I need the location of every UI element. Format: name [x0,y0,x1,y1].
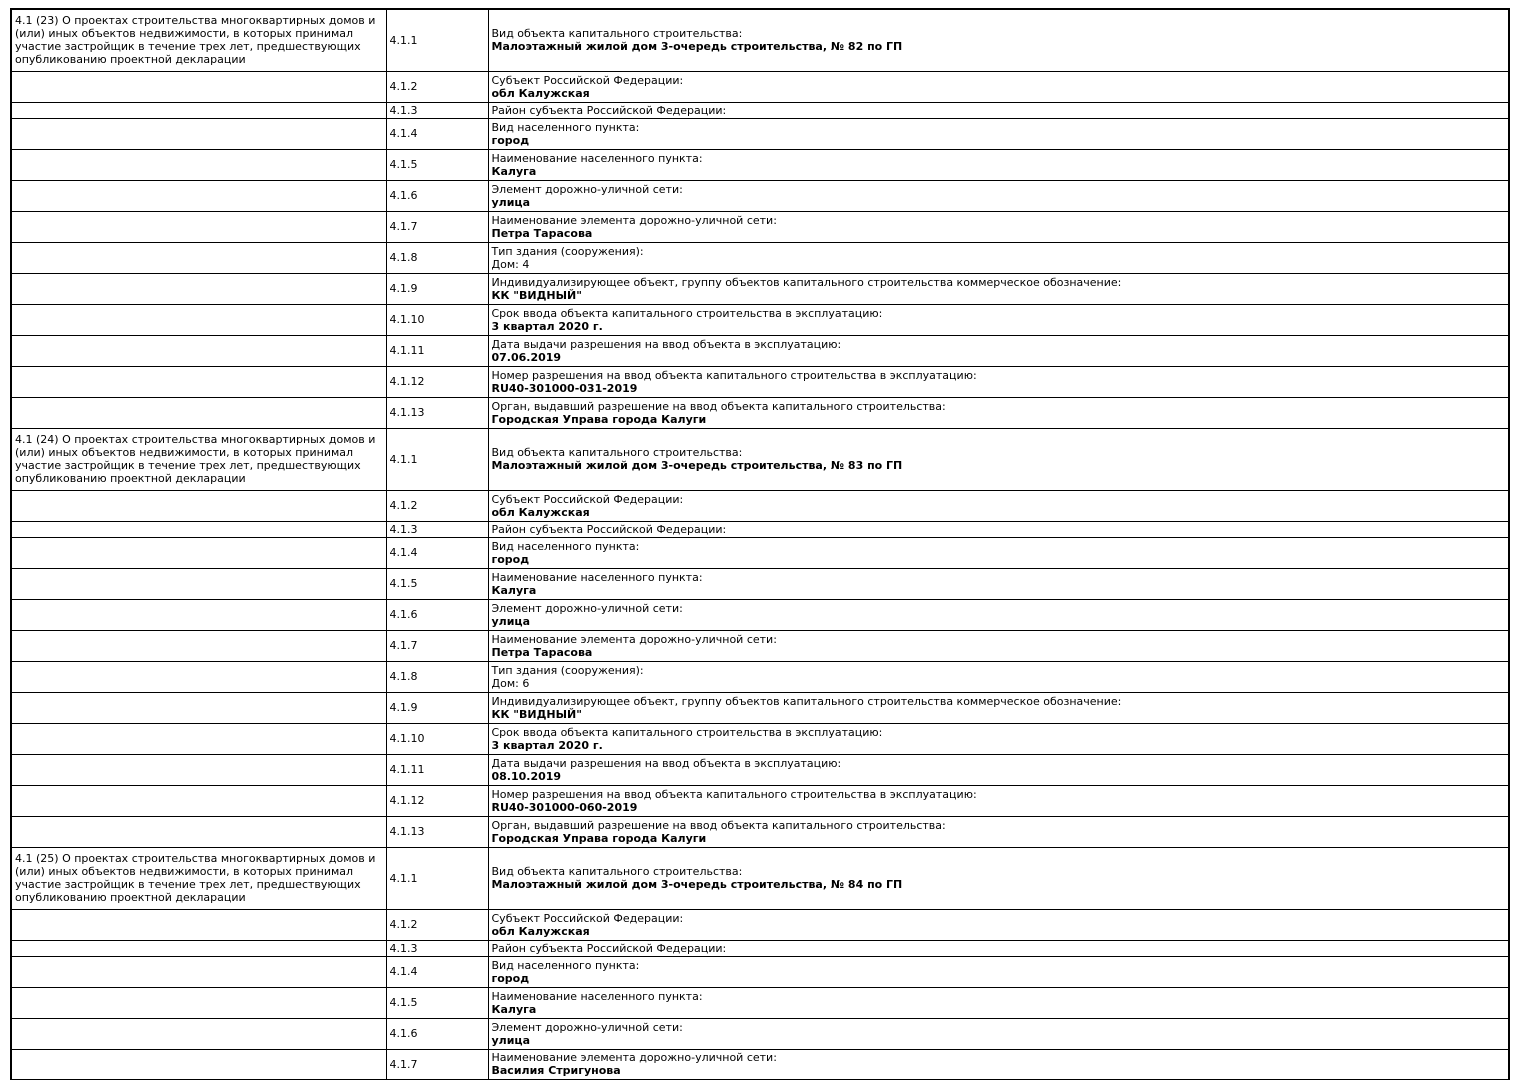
table-row [11,692,1509,723]
table-row [11,1049,1509,1080]
section-description-empty-cell [11,1018,386,1049]
section-description-empty-cell [11,754,386,785]
table-row [11,304,1509,335]
section-description-empty-cell [11,366,386,397]
field-label: Орган, выдавший разрешение на ввод объекта капитального строительства: [491,818,946,832]
field-value: Петра Тарасова [491,226,593,240]
field-label: Наименование населенного пункта: [491,151,703,165]
row-content-cell [488,630,1509,661]
field-value: обл Калужская [491,924,590,938]
section-description-empty-cell [11,692,386,723]
table-row [11,335,1509,366]
table-row [11,102,1509,118]
field-value: обл Калужская [491,86,590,100]
field-value: 07.06.2019 [491,350,562,364]
row-content-cell [488,785,1509,816]
table-row [11,428,1509,490]
section-description-empty-cell [11,149,386,180]
table-row [11,118,1509,149]
field-label: Орган, выдавший разрешение на ввод объекта капитального строительства: [491,399,946,413]
row-number: 4.1.4 [386,956,488,987]
row-number: 4.1.11 [386,335,488,366]
section-description-empty-cell [11,397,386,428]
field-value: 3 квартал 2020 г. [491,738,603,752]
section-description-empty-cell [11,71,386,102]
declaration-table [10,8,1510,1080]
section-description-empty-cell [11,521,386,537]
field-value: Калуга [491,583,537,597]
row-number: 4.1.6 [386,1018,488,1049]
table-row [11,785,1509,816]
row-content-cell [488,1049,1509,1080]
field-label: Элемент дорожно-уличной сети: [491,1020,683,1034]
row-number: 4.1.1 [386,9,488,71]
field-value: Калуга [491,1002,537,1016]
row-number: 4.1.8 [386,661,488,692]
field-value: Калуга [491,164,537,178]
table-row [11,490,1509,521]
row-number: 4.1.9 [386,692,488,723]
row-number: 4.1.7 [386,1049,488,1080]
row-content-cell [488,366,1509,397]
row-number: 4.1.10 [386,304,488,335]
table-row [11,987,1509,1018]
table-row [11,909,1509,940]
section-description-empty-cell [11,537,386,568]
row-number: 4.1.3 [386,940,488,956]
section-description-empty-cell [11,630,386,661]
table-row [11,180,1509,211]
row-content-cell [488,723,1509,754]
field-value: Василия Стригунова [491,1064,621,1078]
row-content-cell [488,692,1509,723]
field-value: улица [491,1033,531,1047]
row-content-cell [488,1018,1509,1049]
row-number: 4.1.5 [386,568,488,599]
section-description-empty-cell [11,490,386,521]
field-label: Наименование населенного пункта: [491,570,703,584]
field-value: RU40-301000-060-2019 [491,800,638,814]
field-label: Срок ввода объекта капитального строительства в эксплуатацию: [491,306,883,320]
row-number: 4.1.5 [386,149,488,180]
row-content-cell [488,599,1509,630]
table-row [11,1018,1509,1049]
field-value: обл Калужская [491,505,590,519]
row-number: 4.1.6 [386,180,488,211]
field-value: Городская Управа города Калуги [491,831,707,845]
table-row [11,273,1509,304]
table-row [11,366,1509,397]
section-description-empty-cell [11,211,386,242]
row-content-cell [488,521,1509,537]
row-number: 4.1.10 [386,723,488,754]
table-row [11,723,1509,754]
row-number: 4.1.12 [386,785,488,816]
row-number: 4.1.7 [386,211,488,242]
section-description-empty-cell [11,242,386,273]
row-number: 4.1.4 [386,537,488,568]
row-content-cell [488,102,1509,118]
section-description-empty-cell [11,304,386,335]
field-label: Номер разрешения на ввод объекта капитального строительства в эксплуатацию: [491,368,977,382]
field-label: Индивидуализирующее объект, группу объектов капитального строительства коммерческое обозначение: [491,275,1122,289]
row-content-cell [488,304,1509,335]
field-value: улица [491,614,531,628]
row-content-cell [488,754,1509,785]
field-value: 3 квартал 2020 г. [491,319,603,333]
field-value: RU40-301000-031-2019 [491,381,638,395]
table-row [11,661,1509,692]
field-value: город [491,552,530,566]
row-content-cell [488,9,1509,71]
row-content-cell [488,940,1509,956]
row-number: 4.1.7 [386,630,488,661]
row-content-cell [488,987,1509,1018]
field-label: Наименование элемента дорожно-уличной сети: [491,632,777,646]
section-description: 4.1 (25) О проектах строительства многоквартирных домов и (или) иных объектов недвижимости, в которых принимал участие застройщик в течение трех лет, предшествующих опубликованию проектной декларации [11,847,386,909]
table-row [11,211,1509,242]
row-number: 4.1.3 [386,521,488,537]
field-label: Номер разрешения на ввод объекта капитального строительства в эксплуатацию: [491,787,977,801]
row-content-cell [488,847,1509,909]
field-label: Дата выдачи разрешения на ввод объекта в эксплуатацию: [491,756,842,770]
field-value: город [491,133,530,147]
table-row [11,630,1509,661]
field-label: Элемент дорожно-уличной сети: [491,182,683,196]
field-value: Дом: 4 [491,257,530,271]
field-label: Район субъекта Российской Федерации: [491,941,727,955]
section-description-empty-cell [11,102,386,118]
row-number: 4.1.13 [386,397,488,428]
field-value: улица [491,195,531,209]
field-label: Дата выдачи разрешения на ввод объекта в эксплуатацию: [491,337,842,351]
field-label: Индивидуализирующее объект, группу объектов капитального строительства коммерческое обозначение: [491,694,1122,708]
section-description-empty-cell [11,940,386,956]
section-description: 4.1 (24) О проектах строительства многоквартирных домов и (или) иных объектов недвижимости, в которых принимал участие застройщик в течение трех лет, предшествующих опубликованию проектной декларации [11,428,386,490]
table-row [11,71,1509,102]
field-label: Наименование элемента дорожно-уличной сети: [491,1051,777,1065]
table-row [11,847,1509,909]
field-label: Район субъекта Российской Федерации: [491,103,727,117]
row-number: 4.1.2 [386,909,488,940]
row-content-cell [488,909,1509,940]
field-label: Срок ввода объекта капитального строительства в эксплуатацию: [491,725,883,739]
field-label: Субъект Российской Федерации: [491,911,684,925]
row-number: 4.1.12 [386,366,488,397]
row-number: 4.1.5 [386,987,488,1018]
table-row [11,599,1509,630]
table-row [11,9,1509,71]
field-label: Вид объекта капитального строительства: [491,865,743,878]
field-value: Петра Тарасова [491,645,593,659]
field-value: Городская Управа города Калуги [491,412,707,426]
field-label: Вид объекта капитального строительства: [491,446,743,459]
field-value: КК "ВИДНЫЙ" [491,288,582,302]
row-content-cell [488,490,1509,521]
section-description-empty-cell [11,118,386,149]
section-description-empty-cell [11,956,386,987]
table-row [11,397,1509,428]
field-label: Вид населенного пункта: [491,120,640,134]
row-content-cell [488,816,1509,847]
row-content-cell [488,568,1509,599]
section-description-empty-cell [11,723,386,754]
row-number: 4.1.4 [386,118,488,149]
row-number: 4.1.13 [386,816,488,847]
row-number: 4.1.6 [386,599,488,630]
field-label: Субъект Российской Федерации: [491,492,684,506]
table-row [11,521,1509,537]
field-label: Наименование населенного пункта: [491,989,703,1003]
section-description-empty-cell [11,909,386,940]
field-value: КК "ВИДНЫЙ" [491,707,582,721]
section-description-empty-cell [11,987,386,1018]
row-number: 4.1.8 [386,242,488,273]
table-row [11,568,1509,599]
row-content-cell [488,242,1509,273]
section-description-empty-cell [11,785,386,816]
section-description-empty-cell [11,599,386,630]
row-content-cell [488,180,1509,211]
row-content-cell [488,537,1509,568]
field-label: Тип здания (сооружения): [491,244,644,258]
field-label: Вид населенного пункта: [491,958,640,972]
table-row [11,940,1509,956]
row-number: 4.1.1 [386,428,488,490]
table-row [11,242,1509,273]
row-number: 4.1.9 [386,273,488,304]
section-description-empty-cell [11,273,386,304]
field-label: Субъект Российской Федерации: [491,73,684,87]
table-row [11,956,1509,987]
field-value: город [491,971,530,985]
table-row [11,149,1509,180]
section-description-empty-cell [11,568,386,599]
row-number: 4.1.1 [386,847,488,909]
field-value: Малоэтажный жилой дом 3-очередь строительства, № 83 по ГП [491,459,903,472]
field-value: Дом: 6 [491,676,530,690]
row-content-cell [488,118,1509,149]
field-value: Малоэтажный жилой дом 3-очередь строительства, № 84 по ГП [491,878,903,891]
field-value: Малоэтажный жилой дом 3-очередь строительства, № 82 по ГП [491,40,903,54]
section-description-empty-cell [11,1049,386,1080]
field-label: Наименование элемента дорожно-уличной сети: [491,213,777,227]
field-label: Тип здания (сооружения): [491,663,644,677]
section-description-empty-cell [11,180,386,211]
row-number: 4.1.3 [386,102,488,118]
field-label: Элемент дорожно-уличной сети: [491,601,683,615]
table-row [11,816,1509,847]
section-description-empty-cell [11,335,386,366]
row-content-cell [488,211,1509,242]
row-content-cell [488,71,1509,102]
row-number: 4.1.2 [386,71,488,102]
section-description-empty-cell [11,661,386,692]
field-value: 08.10.2019 [491,769,562,783]
row-content-cell [488,397,1509,428]
table-row [11,537,1509,568]
row-content-cell [488,335,1509,366]
row-content-cell [488,661,1509,692]
row-content-cell [488,956,1509,987]
row-number: 4.1.11 [386,754,488,785]
row-content-cell [488,273,1509,304]
section-description: 4.1 (23) О проектах строительства многоквартирных домов и (или) иных объектов недвижимости, в которых принимал участие застройщик в течение трех лет, предшествующих опубликованию проектной декларации [11,9,386,71]
declaration-table-body [11,9,1509,1080]
row-content-cell [488,428,1509,490]
row-content-cell [488,149,1509,180]
field-label: Район субъекта Российской Федерации: [491,522,727,536]
table-row [11,754,1509,785]
section-description-empty-cell [11,816,386,847]
row-number: 4.1.2 [386,490,488,521]
field-label: Вид населенного пункта: [491,539,640,553]
field-label: Вид объекта капитального строительства: [491,27,743,41]
